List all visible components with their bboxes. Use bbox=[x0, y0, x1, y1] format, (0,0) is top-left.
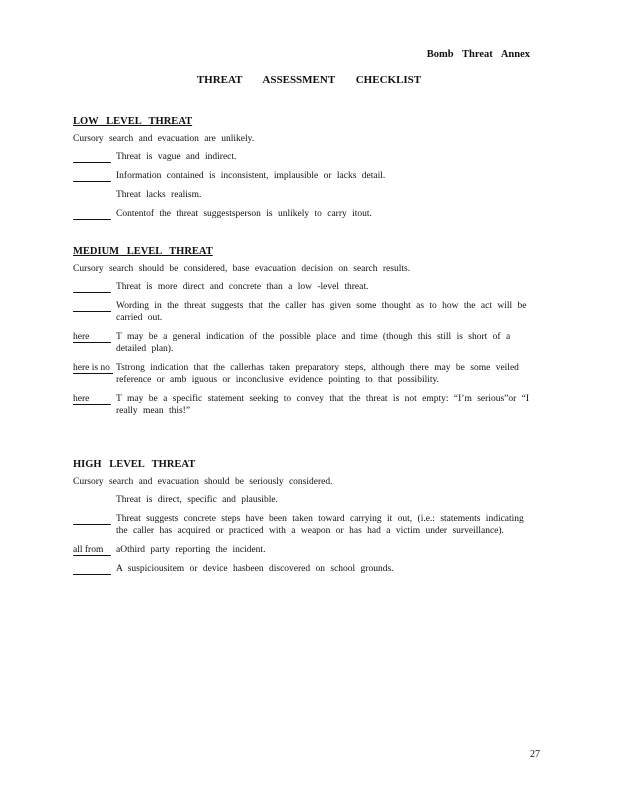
item-text: Contentof the threat suggestsperson is unlikely to carry itout. bbox=[116, 209, 372, 219]
item-text: T may be a specific statement seeking to convey that the threat is not empty: “I’m serious”or “I really mean this!” bbox=[116, 394, 530, 416]
item-text: Wording in the threat suggests that the caller has given some thought as to how the act will be carried out. bbox=[116, 301, 527, 323]
page-number: 27 bbox=[530, 749, 540, 760]
medium-item-5 bbox=[73, 393, 533, 417]
low-item-4 bbox=[73, 208, 533, 220]
item-text: Threat is vague and indirect. bbox=[116, 152, 237, 162]
checklist-blank[interactable] bbox=[73, 300, 111, 312]
low-item-3 bbox=[73, 189, 533, 201]
high-level-intro: Cursory search and evacuation should be seriously considered. bbox=[73, 477, 333, 487]
medium-level-heading: MEDIUM LEVEL THREAT bbox=[73, 246, 213, 257]
high-item-1 bbox=[73, 494, 533, 506]
item-text: Threat suggests concrete steps have been taken toward carrying it out, (i.e.: statements indicating the caller has acquired or practiced with a weapon or has had a victim under surveillance). bbox=[116, 514, 524, 536]
item-text: Threat is more direct and concrete than a low -level threat. bbox=[116, 282, 369, 292]
medium-item-1 bbox=[73, 281, 533, 293]
medium-level-intro: Cursory search should be considered, base evacuation decision on search results. bbox=[73, 264, 411, 274]
low-level-intro: Cursory search and evacuation are unlikely. bbox=[73, 134, 255, 144]
item-text: aOthird party reporting the incident. bbox=[116, 545, 266, 555]
low-item-2 bbox=[73, 170, 533, 182]
checklist-blank[interactable] bbox=[73, 170, 111, 182]
checklist-blank-prefix[interactable]: here bbox=[73, 393, 111, 405]
item-text: T may be a general indication of the possible place and time (though this still is short of a detailed plan). bbox=[116, 332, 511, 354]
low-item-1 bbox=[73, 151, 533, 163]
item-text: Information contained is inconsistent, implausible or lacks detail. bbox=[116, 171, 386, 181]
checklist-blank[interactable] bbox=[73, 151, 111, 163]
medium-item-2 bbox=[73, 300, 533, 324]
medium-item-3 bbox=[73, 331, 533, 355]
high-item-2 bbox=[73, 513, 533, 537]
item-text: Tstrong indication that the callerhas taken preparatory steps, although there may be some veiled reference or amb iguous or inconclusive evidence pointing to that possibility. bbox=[116, 363, 519, 385]
item-text: A suspiciousitem or device hasbeen discovered on school grounds. bbox=[116, 564, 394, 574]
checklist-blank[interactable] bbox=[73, 281, 111, 293]
checklist-blank-prefix[interactable]: here bbox=[73, 331, 111, 343]
medium-item-4 bbox=[73, 362, 533, 386]
medium-level-section bbox=[73, 246, 533, 424]
high-item-3 bbox=[73, 544, 533, 556]
checklist-blank[interactable] bbox=[73, 208, 111, 220]
low-level-heading: LOW LEVEL THREAT bbox=[73, 116, 193, 127]
checklist-blank[interactable] bbox=[73, 513, 111, 525]
low-level-section bbox=[73, 116, 533, 227]
page-title: THREAT ASSESSMENT CHECKLIST bbox=[196, 74, 422, 86]
checklist-blank-prefix[interactable]: here is no bbox=[73, 362, 113, 374]
high-item-4 bbox=[73, 563, 533, 575]
item-text: Threat is direct, specific and plausible. bbox=[116, 495, 278, 505]
checklist-blank-prefix[interactable]: all from bbox=[73, 544, 111, 556]
high-level-heading: HIGH LEVEL THREAT bbox=[73, 459, 196, 470]
item-text: Threat lacks realism. bbox=[116, 190, 202, 200]
checklist-blank[interactable] bbox=[73, 563, 111, 575]
annex-label: Bomb Threat Annex bbox=[426, 49, 530, 60]
high-level-section bbox=[73, 459, 533, 582]
